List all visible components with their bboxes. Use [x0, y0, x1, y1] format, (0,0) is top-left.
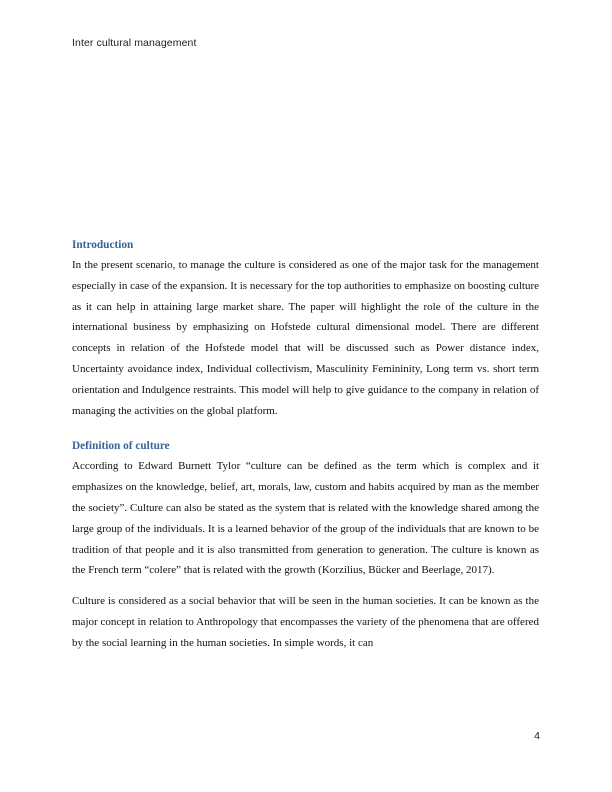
definition-paragraph-1: According to Edward Burnett Tylor “culture can be defined as the term which is complex and it emphasizes on the knowledge, belief, art, morals, law, custom and habits acquired by man as the member the society”. Culture can also be stated as the system that is related with the knowledge shared among the large group of the individuals. It is a learned behavior of the group of the individuals that are known to be tradition of that people and it is also transmitted from generation to generation. The culture is known as the French term “colere” that is related with the growth (Korzilius, Bücker and Beerlage, 2017). [72, 460, 539, 577]
definition-heading: Definition of culture [72, 440, 170, 453]
definition-paragraph-2: Culture is considered as a social behavior that will be seen in the human societies. It can be known as the major concept in relation to Anthropology that encompasses the variety of the phenomena that are offered by the social learning in the human societies. In simple words, it can [72, 595, 539, 649]
introduction-heading: Introduction [72, 239, 134, 251]
body-content [72, 236, 539, 654]
running-header: Inter cultural management [72, 37, 197, 49]
introduction-paragraph: In the present scenario, to manage the culture is considered as one of the major task for the management especially in case of the expansion. It is necessary for the top authorities to emphasize on boosting culture as it can help in attaining large market share. The paper will highlight the role of the culture in the international business by emphasizing on Hofstede cultural dimensional model. There are different concepts in relation of the Hofstede model that will be discussed such as Power distance index, Uncertainty avoidance index, Individual collectivism, Masculinity Femininity, Long term vs. short term orientation and Indulgence restraints. This model will help to give guidance to the company in relation of managing the activities on the global platform. [72, 259, 539, 417]
page-number: 4 [534, 730, 540, 742]
